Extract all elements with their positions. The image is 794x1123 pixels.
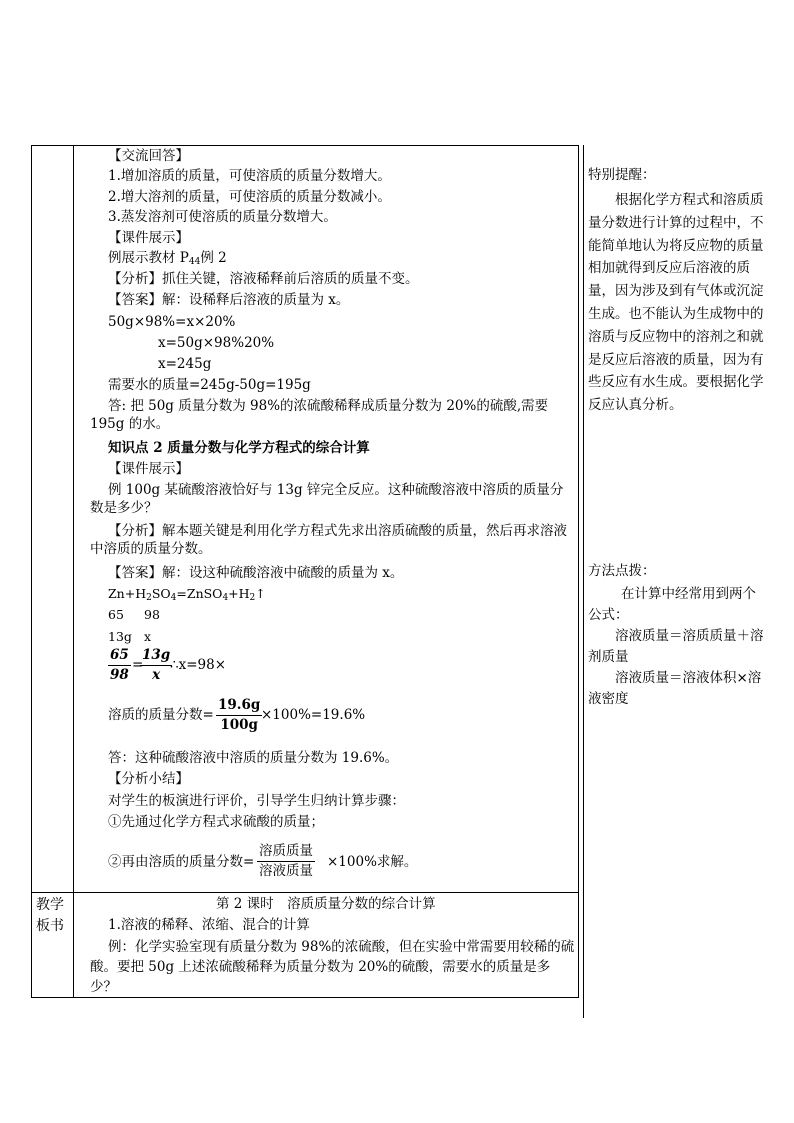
mass-fraction-label: 溶质的质量分数= — [108, 707, 214, 723]
answer-line-3: 3.蒸发溶剂可使溶质的质量分数增大。 — [108, 209, 337, 225]
analysis-2: 【分析】解本题关键是利用化学方程式先求出溶质硫酸的质量，然后再求溶液中溶质的质量分数。 — [90, 523, 567, 557]
example-problem-2: 例 100g 某硫酸溶液恰好与 13g 锌完全反应。这种硫酸溶液中溶质的质量分数是多少？ — [90, 482, 564, 516]
table-right-border — [578, 145, 579, 998]
summary-step-1: ①先通过化学方程式求硫酸的质量； — [108, 814, 324, 830]
board-point-1: 1.溶液的稀释、浓缩、混合的计算 — [108, 917, 310, 933]
chemical-equation — [108, 585, 266, 607]
eq-sub-1: 2 — [146, 593, 152, 603]
board-label: 教学板书 — [36, 897, 64, 934]
equation-line-2: x=50g×98%20% — [158, 335, 275, 351]
molar-mass-zn: 65 — [108, 607, 124, 622]
mass-fraction-result: ×100%=19.6% — [261, 707, 366, 723]
answer-1: 答: 把 50g 质量分数为 98%的浓硫酸稀释成质量分数为 20%的硫酸,需要 195g 的水。 — [90, 398, 549, 432]
fraction-13g-x-denominator: x — [152, 667, 161, 683]
table-left-border — [31, 145, 32, 998]
fraction-65-98-numerator: 65 — [108, 646, 131, 666]
therefore-result: ∴x=98× — [170, 657, 227, 673]
equals-sign: = — [132, 657, 144, 673]
method-tip-title: 方法点拨： — [588, 563, 656, 579]
board-title: 第 2 课时 溶质质量分数的综合计算 — [216, 896, 436, 912]
table-column-divider — [73, 145, 74, 998]
eq-part-a: Zn+H — [108, 586, 147, 601]
solution-2: 【答案】解：设这种硫酸溶液中硫酸的质量为 x。 — [108, 565, 404, 581]
table-top-border — [31, 145, 579, 146]
eq-part-c: =ZnSO — [176, 586, 223, 601]
water-mass-line: 需要水的质量=245g-50g=195g — [108, 377, 311, 393]
mass-fraction-numerator: 19.6g — [216, 696, 262, 716]
method-tip-formula-1: 溶液质量＝溶质质量＋溶剂质量 — [588, 628, 764, 665]
molar-mass-h2so4: 98 — [144, 607, 160, 622]
given-mass: 13g — [108, 629, 132, 644]
fraction-65-98 — [108, 646, 131, 685]
eq-part-e: ↑ — [255, 586, 266, 601]
exchange-answer-heading: 【交流回答】 — [108, 148, 189, 164]
eq-sub-4: 2 — [249, 593, 256, 603]
solution-1: 【答案】解：设稀释后溶液的质量为 x。 — [108, 292, 350, 308]
table-row-divider — [31, 892, 579, 893]
fraction-65-98-denominator: 98 — [110, 667, 129, 683]
eq-part-b: SO — [151, 586, 171, 601]
mass-fraction-fraction — [216, 696, 262, 735]
equation-line-3: x=245g — [158, 356, 212, 372]
summary-step-2-tail: ×100%求解。 — [327, 854, 418, 870]
example-reference-text: 例展示教材 P — [108, 250, 189, 266]
answer-2: 答：这种硫酸溶液中溶质的质量分数为 19.6%。 — [108, 750, 399, 766]
page-subscript: 44 — [188, 257, 201, 267]
example-number: 例 2 — [200, 250, 227, 266]
summary-fraction — [257, 842, 315, 881]
side-column-line — [583, 145, 584, 1018]
summary-step-2: ②再由溶质的质量分数= — [108, 854, 255, 870]
summary-fraction-denominator: 溶液质量 — [259, 863, 313, 879]
fraction-13g-x-numerator: 13g — [140, 646, 172, 666]
example-reference — [108, 249, 227, 271]
summary-intro: 对学生的板演进行评价，引导学生归纳计算步骤： — [108, 793, 405, 809]
eq-sub-3: 4 — [222, 593, 229, 603]
courseware-heading-1: 【课件展示】 — [108, 230, 189, 246]
analysis-1: 【分析】抓住关键，溶液稀释前后溶质的质量不变。 — [108, 271, 419, 287]
courseware-heading-2: 【课件展示】 — [108, 461, 189, 477]
fraction-13g-x — [140, 646, 172, 685]
knowledge-point-2-title: 知识点 2 质量分数与化学方程式的综合计算 — [108, 440, 370, 456]
eq-part-d: +H — [228, 586, 250, 601]
equation-line-1: 50g×98%=x×20% — [108, 314, 236, 330]
method-tip-line-1: 在计算中经常用到两个公式： — [588, 586, 756, 623]
special-reminder-body: 根据化学方程式和溶质质量分数进行计算的过程中，不能简单地认为将反应物的质量相加就得到反应后溶液的质量，因为涉及到有气体或沉淀生成。也不能认为生成物中的溶质与反应物中的溶剂之和就是反应后溶液的质量，因为有些反应有水生成。要根据化学反应认真分析。 — [588, 192, 764, 414]
unknown-x: x — [144, 629, 152, 644]
summary-heading: 【分析小结】 — [108, 771, 189, 787]
eq-sub-2: 4 — [170, 593, 177, 603]
summary-fraction-numerator: 溶质质量 — [257, 842, 315, 862]
special-reminder-title: 特别提醒： — [588, 167, 656, 183]
answer-line-2: 2.增大溶剂的质量，可使溶质的质量分数减小。 — [108, 189, 391, 205]
table-bottom-border — [31, 997, 579, 998]
mass-fraction-denominator: 100g — [220, 717, 258, 733]
method-tip-formula-2: 溶液质量＝溶液体积×溶液密度 — [588, 670, 762, 707]
board-example: 例：化学实验室现有质量分数为 98%的浓硫酸，但在实验中常需要用较稀的硫酸。要把 50g 上述浓硫酸稀释为质量分数为 20%的硫酸，需要水的质量是多少？ — [90, 939, 575, 995]
answer-line-1: 1.增加溶质的质量，可使溶质的质量分数增大。 — [108, 168, 391, 184]
